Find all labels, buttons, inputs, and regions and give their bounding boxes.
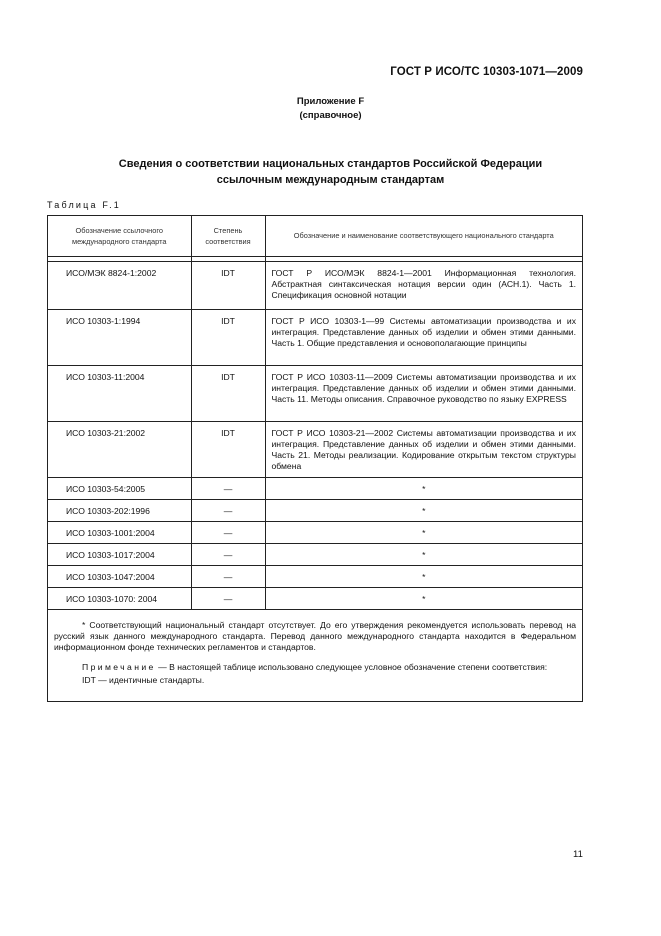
international-standard-cell: ИСО 10303-21:2002 [48,421,191,477]
international-standard-cell: ИСО 10303-11:2004 [48,365,191,421]
degree-cell: IDT [191,365,265,421]
table-row [48,261,582,309]
header-national-standard: Обозначение и наименование соответствующего национального стандарта [265,216,582,256]
table-row [48,477,582,499]
table-row [48,309,582,365]
international-standard-cell: ИСО 10303-1047:2004 [48,565,191,587]
national-standard-cell: ГОСТ Р ИСО 10303-21—2002 Системы автоматизации производства и их интеграция. Представление данных об изделии и обмен этими данными. Часть 21. Методы реализации. Кодирование открытым текстом структуры обмена [265,421,582,477]
national-standard-cell: * [265,521,582,543]
table-footnote-row [48,609,582,701]
appendix-heading [0,95,661,123]
national-standard-cell: * [265,565,582,587]
national-standard-cell: * [265,587,582,609]
degree-cell: IDT [191,309,265,365]
correspondence-table [47,215,583,702]
table-row [48,365,582,421]
table-caption: Таблица F.1 [47,200,121,210]
international-standard-cell: ИСО 10303-1017:2004 [48,543,191,565]
standard-code-header: ГОСТ Р ИСО/ТС 10303-1071—2009 [390,66,583,78]
table-row [48,521,582,543]
national-standard-cell: * [265,477,582,499]
table-row [48,421,582,477]
appendix-kind: (справочное) [299,110,362,121]
document-title-line-1: Сведения о соответствии национальных стандартов Российской Федерации [118,158,543,170]
table-row [48,499,582,521]
note-idt-definition: IDT — идентичные стандарты. [82,675,205,686]
national-standard-cell: ГОСТ Р ИСО/МЭК 8824-1—2001 Информационная технология. Абстрактная синтаксическая нотация версии один (АСН.1). Часть 1. Спецификация основной нотации [265,261,582,309]
table-row [48,587,582,609]
table-row [48,543,582,565]
note-text: — В настоящей таблице использовано следующее условное обозначение степени соответствия: [158,662,548,673]
national-standard-cell: ГОСТ Р ИСО 10303-1—99 Системы автоматизации производства и их интеграция. Представление данных об изделии и обмен этими данными. Часть 1. Общие представления и основополагающие принципы [265,309,582,365]
header-international-standard: Обозначение ссылочного международного стандарта [48,216,191,256]
document-title-line-2: ссылочным международным стандартам [216,174,445,186]
footnote-text: * Соответствующий национальный стандарт отсутствует. До его утверждения рекомендуется использовать перевод на русский язык данного международного стандарта. Перевод данного международного стандарта находится в Федеральном информационном фонде технических регламентов и стандартов. [54,619,576,652]
international-standard-cell: ИСО 10303-1001:2004 [48,521,191,543]
degree-cell: — [191,587,265,609]
international-standard-cell: ИСО 10303-1:1994 [48,309,191,365]
document-title [60,156,601,188]
table-header-row [48,216,582,256]
appendix-title: Приложение F [296,96,365,107]
table-note [54,662,576,673]
degree-cell: — [191,521,265,543]
national-standard-cell: ГОСТ Р ИСО 10303-11—2009 Системы автоматизации производства и их интеграция. Представление данных об изделии и обмен этими данными. Часть 11. Методы описания. Справочное руководство по языку EXPRESS [265,365,582,421]
degree-cell: — [191,477,265,499]
degree-cell: — [191,565,265,587]
note-label: Примечание [82,662,156,673]
national-standard-cell: * [265,543,582,565]
international-standard-cell: ИСО 10303-202:1996 [48,499,191,521]
header-degree-of-conformity: Степень соответствия [191,216,265,256]
degree-cell: — [191,543,265,565]
international-standard-cell: ИСО 10303-1070: 2004 [48,587,191,609]
degree-cell: IDT [191,421,265,477]
table-row [48,565,582,587]
table-footnote [48,609,582,701]
international-standard-cell: ИСО/МЭК 8824-1:2002 [48,261,191,309]
page-number: 11 [573,849,583,860]
degree-cell: IDT [191,261,265,309]
degree-cell: — [191,499,265,521]
national-standard-cell: * [265,499,582,521]
international-standard-cell: ИСО 10303-54:2005 [48,477,191,499]
